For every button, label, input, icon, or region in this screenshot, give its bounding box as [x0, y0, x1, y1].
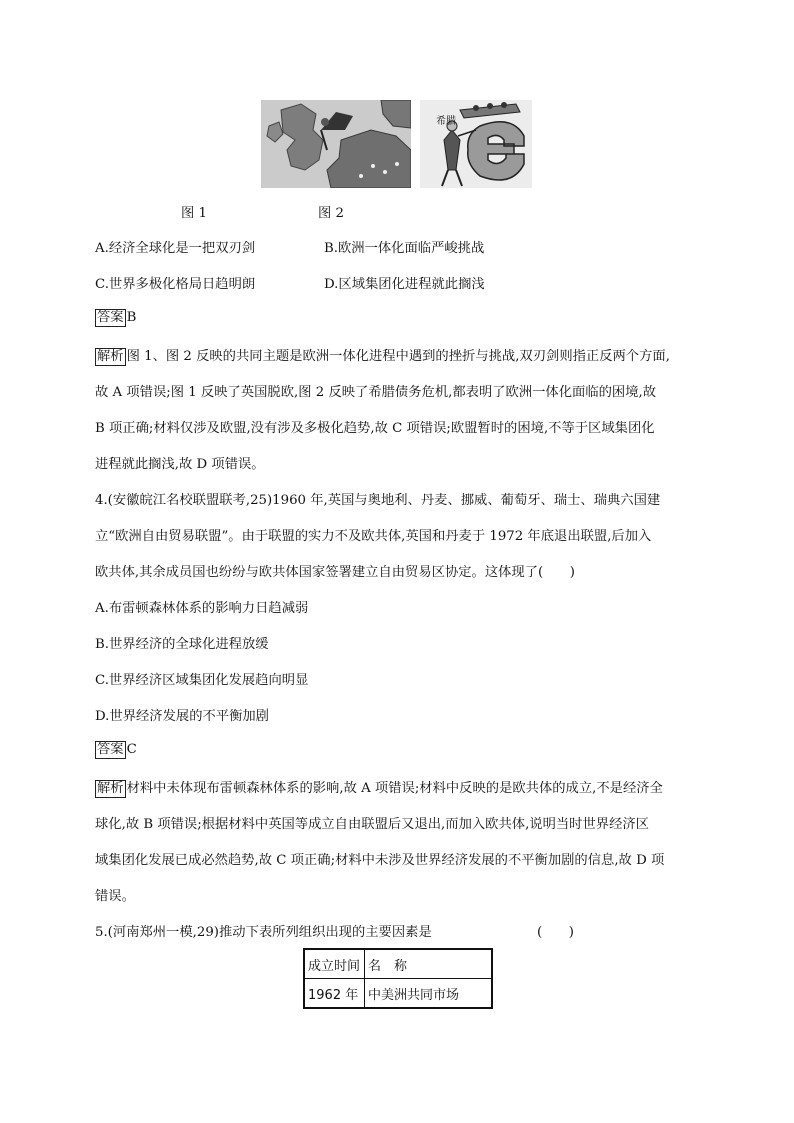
table-header-cell: 名 称 [365, 949, 493, 979]
answer-tag: 答案 [97, 742, 124, 757]
figure-2-caption: 图 2 [318, 206, 344, 221]
q4-analysis-text-1: 材料中未体现布雷顿森林体系的影响,故 A 项错误;材料中反映的是欧共体的成立,不是经济全 [126, 781, 663, 796]
q3-answer-value: B [126, 310, 137, 325]
q4-analysis-line-4: 错误。 [95, 889, 135, 904]
q5-table [303, 948, 493, 1009]
q3-option-a: A.经济全球化是一把双刃剑 [95, 241, 256, 256]
q3-analysis-line-4: 进程就此搁浅,故 D 项错误。 [95, 457, 265, 472]
q4-analysis-line-1 [95, 777, 663, 798]
q4-option-b: B.世界经济的全球化进程放缓 [95, 637, 269, 652]
q4-analysis-line-3: 域集团化发展已成必然趋势,故 C 项正确;材料中未涉及世界经济发展的不平衡加剧的信息,故 D 项 [95, 853, 665, 868]
q3-option-d: D.区域集团化进程就此搁浅 [324, 277, 485, 292]
uk-exit-map-illustration [261, 100, 411, 188]
q4-answer [95, 741, 137, 759]
q4-stem-line-3: 欧共体,其余成员国也纷纷与欧共体国家签署建立自由贸易区协定。这体现了( ) [95, 565, 575, 580]
q3-option-b: B.欧洲一体化面临严峻挑战 [324, 241, 485, 256]
table-row [304, 979, 492, 1009]
figure-1-caption: 图 1 [181, 206, 207, 221]
figure-2-label: 希腊 [436, 116, 456, 127]
q4-option-c: C.世界经济区域集团化发展趋向明显 [95, 673, 309, 688]
analysis-tag: 解析 [97, 349, 124, 364]
table-header-cell: 成立时间 [304, 949, 365, 979]
q3-analysis-line-1 [95, 345, 670, 366]
table-header-row [304, 949, 492, 979]
analysis-tag: 解析 [97, 781, 124, 796]
table-cell: 1962 年 [304, 979, 365, 1009]
q5-blank: ( ) [537, 925, 574, 940]
q5-stem: 5.(河南郑州一模,29)推动下表所列组织出现的主要因素是 [95, 925, 432, 940]
answer-tag: 答案 [97, 310, 124, 325]
q3-option-c: C.世界多极化格局日趋明朗 [95, 277, 256, 292]
q3-analysis-line-3: B 项正确;材料仅涉及欧盟,没有涉及多极化趋势,故 C 项错误;欧盟暂时的困境,不等于区域集团化 [95, 421, 655, 436]
q4-option-d: D.世界经济发展的不平衡加剧 [95, 709, 269, 724]
q3-answer [95, 309, 136, 327]
q4-stem-line-2: 立“欧洲自由贸易联盟”。由于联盟的实力不及欧共体,英国和丹麦于 1972 年底退出联盟,后加入 [95, 529, 652, 544]
q4-answer-value: C [126, 742, 137, 757]
table-cell: 中美洲共同市场 [365, 979, 493, 1009]
figure-1-image [261, 100, 411, 188]
q4-stem-line-1: 4.(安徽皖江名校联盟联考,25)1960 年,英国与奥地利、丹麦、挪威、葡萄牙、瑞士、瑞典六国建 [95, 493, 661, 508]
q3-analysis-line-2: 故 A 项错误;图 1 反映了英国脱欧,图 2 反映了希腊债务危机,都表明了欧洲一体化面临的困境,故 [95, 385, 657, 400]
q3-analysis-text-1: 图 1、图 2 反映的共同主题是欧洲一体化进程中遇到的挫折与挑战,双刃剑则指正反两个方面, [126, 349, 670, 364]
figure-2-image [420, 100, 532, 188]
q4-option-a: A.布雷顿森林体系的影响力日趋减弱 [95, 601, 309, 616]
q4-analysis-line-2: 球化,故 B 项错误;根据材料中英国等成立自由联盟后又退出,而加入欧共体,说明当时世界经济区 [95, 817, 649, 832]
